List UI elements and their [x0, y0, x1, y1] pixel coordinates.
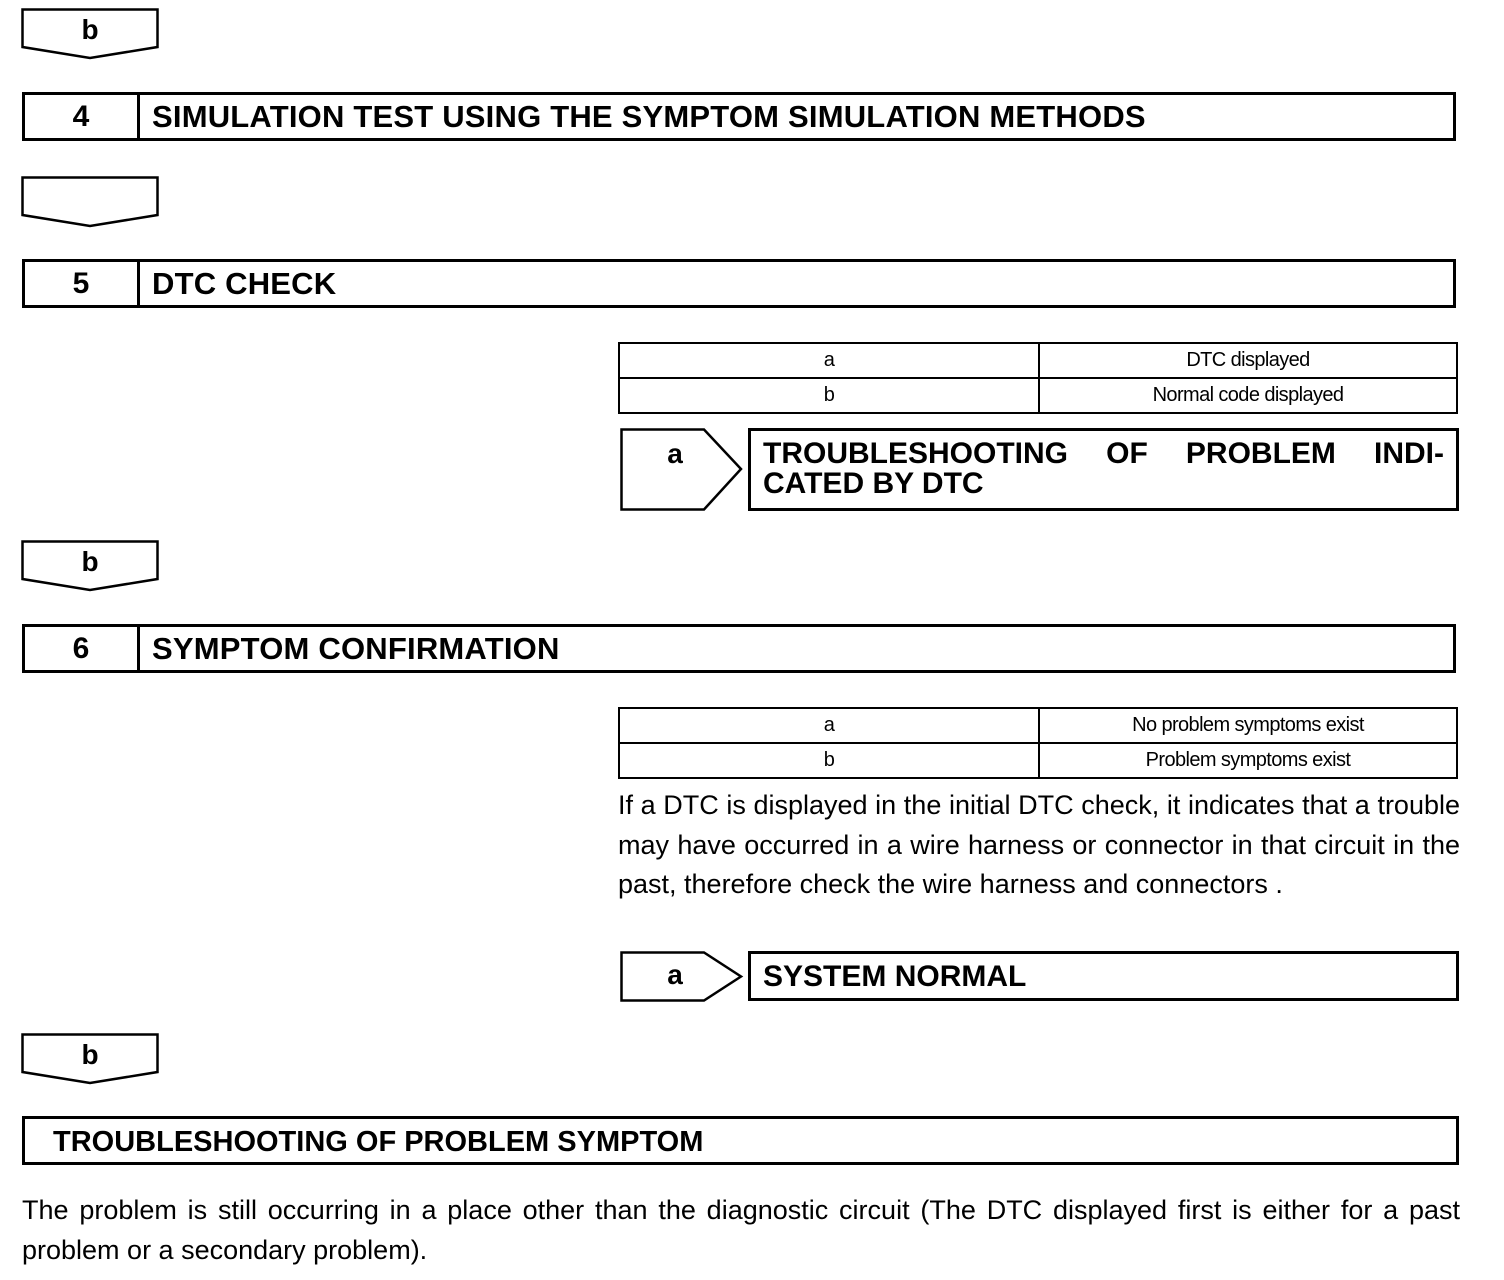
final-paragraph: The problem is still occurring in a place other than the diagnostic circuit (The DTC displayed first is either for a past problem or a secondary problem). — [22, 1195, 1460, 1265]
step-title: SIMULATION TEST USING THE SYMPTOM SIMULATION METHODS — [152, 98, 1146, 134]
branch-text: SYSTEM NORMAL — [763, 960, 1027, 993]
step-number: 5 — [25, 262, 140, 305]
result-key: a — [619, 708, 1039, 743]
step-number: 6 — [25, 627, 140, 670]
flow-arrow-label: b — [81, 14, 99, 45]
flow-arrow-b-top — [21, 8, 159, 60]
result-value: Normal code displayed — [1039, 378, 1457, 413]
step-6-result-table — [618, 707, 1458, 779]
branch-text-line-1 — [763, 439, 1444, 469]
result-key: b — [619, 743, 1039, 778]
branch-result-box — [748, 428, 1459, 511]
flow-arrow-label: b — [81, 1039, 99, 1070]
step-5-header — [22, 259, 1456, 308]
result-key: a — [619, 343, 1039, 378]
branch-arrow-a-step-5 — [620, 428, 744, 517]
branch-arrow-a-step-6 — [620, 951, 744, 1008]
result-value: Problem symptoms exist — [1039, 743, 1457, 778]
step-6-header — [22, 624, 1456, 673]
step-6-note: If a DTC is displayed in the initial DTC check, it indicates that a trouble may have occurred in a wire harness or connector in that circuit in the past, therefore check the wire harness and connectors . — [618, 790, 1460, 899]
table-row — [619, 378, 1457, 413]
table-row — [619, 708, 1457, 743]
table-row — [619, 343, 1457, 378]
branch-result-box — [748, 951, 1459, 1001]
result-value: No problem symptoms exist — [1039, 708, 1457, 743]
branch-word: TROUBLESHOOTING — [763, 437, 1068, 470]
step-number: 4 — [25, 95, 140, 138]
branch-word: PROBLEM — [1185, 437, 1336, 470]
flow-arrow-label: b — [81, 546, 99, 577]
branch-word: OF — [1106, 437, 1148, 470]
flow-arrow-b-step-5 — [21, 540, 159, 592]
table-row — [619, 743, 1457, 778]
final-title: TROUBLESHOOTING OF PROBLEM SYMPTOM — [53, 1126, 704, 1158]
step-title: DTC CHECK — [152, 265, 337, 301]
result-key: b — [619, 378, 1039, 413]
step-title: SYMPTOM CONFIRMATION — [152, 630, 560, 666]
step-5-result-table — [618, 342, 1458, 414]
branch-text-line-2: CATED BY DTC — [763, 467, 984, 500]
step-4-header — [22, 92, 1456, 141]
down-arrow-icon — [21, 176, 161, 228]
branch-label: a — [667, 438, 683, 469]
final-result-box — [22, 1116, 1459, 1165]
branch-word: INDI- — [1374, 437, 1444, 470]
result-value: DTC displayed — [1039, 343, 1457, 378]
flow-arrow-step-4 — [21, 176, 159, 228]
branch-label: a — [667, 959, 683, 990]
flow-arrow-b-step-6 — [21, 1033, 159, 1085]
